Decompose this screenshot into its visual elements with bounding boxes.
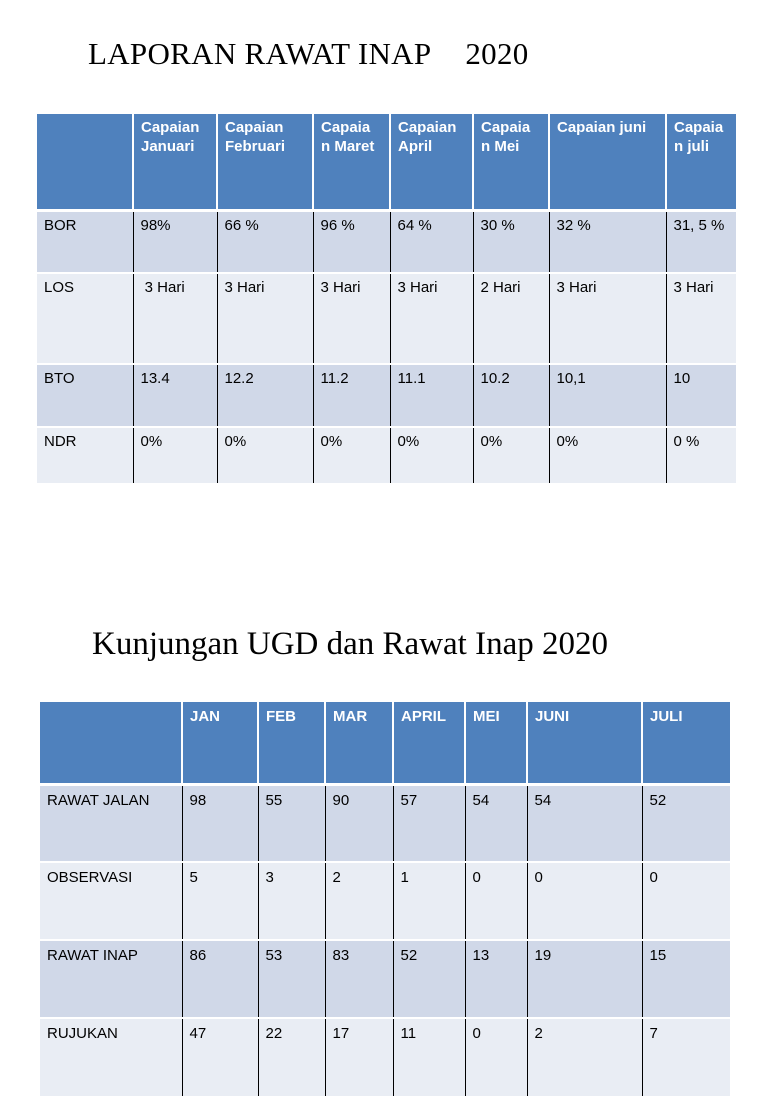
row-label: RAWAT INAP xyxy=(40,940,182,1018)
table-header-row xyxy=(37,114,736,210)
table-cell: 3 Hari xyxy=(133,273,217,364)
header-cell-juni: Capaian juni xyxy=(549,114,666,210)
header-cell-april: APRIL xyxy=(393,702,465,784)
row-label: RAWAT JALAN xyxy=(40,784,182,862)
table-cell: 0% xyxy=(473,427,549,483)
header-cell-februari: Capaian Februari xyxy=(217,114,313,210)
table-cell: 83 xyxy=(325,940,393,1018)
table-cell: 52 xyxy=(393,940,465,1018)
table-cell: 2 Hari xyxy=(473,273,549,364)
table-row xyxy=(40,784,730,862)
report-title xyxy=(88,36,529,72)
visits-title: Kunjungan UGD dan Rawat Inap 2020 xyxy=(92,626,608,662)
header-cell-mar: MAR xyxy=(325,702,393,784)
header-cell-juli: Capaia n juli xyxy=(666,114,736,210)
table-cell: 0% xyxy=(549,427,666,483)
table-row xyxy=(37,273,736,364)
table-cell: 10.2 xyxy=(473,364,549,427)
table-cell: 0 xyxy=(527,862,642,940)
table-cell: 98 xyxy=(182,784,258,862)
table-cell: 1 xyxy=(393,862,465,940)
table-cell: 0 xyxy=(642,862,730,940)
table-cell: 13.4 xyxy=(133,364,217,427)
table-cell: 7 xyxy=(642,1018,730,1096)
row-label: LOS xyxy=(37,273,133,364)
table-cell: 3 xyxy=(258,862,325,940)
table-cell: 53 xyxy=(258,940,325,1018)
header-cell-mei: Capaia n Mei xyxy=(473,114,549,210)
table-row xyxy=(40,862,730,940)
header-cell-juni: JUNI xyxy=(527,702,642,784)
table-cell: 3 Hari xyxy=(217,273,313,364)
table-cell: 22 xyxy=(258,1018,325,1096)
header-cell-jan: JAN xyxy=(182,702,258,784)
table-cell: 19 xyxy=(527,940,642,1018)
table-cell: 3 Hari xyxy=(390,273,473,364)
table-cell: 2 xyxy=(527,1018,642,1096)
table-cell: 11 xyxy=(393,1018,465,1096)
header-cell-april: Capaian April xyxy=(390,114,473,210)
table-cell: 0 xyxy=(465,862,527,940)
header-cell-maret: Capaia n Maret xyxy=(313,114,390,210)
header-cell-blank xyxy=(37,114,133,210)
row-label: NDR xyxy=(37,427,133,483)
report-title-year: 2020 xyxy=(465,36,529,71)
visits-table xyxy=(40,702,730,1096)
table-cell: 3 Hari xyxy=(666,273,736,364)
table-cell: 54 xyxy=(465,784,527,862)
table-cell: 90 xyxy=(325,784,393,862)
table-row xyxy=(37,427,736,483)
table-cell: 64 % xyxy=(390,210,473,273)
table-cell: 0% xyxy=(133,427,217,483)
table-cell: 10 xyxy=(666,364,736,427)
row-label: BTO xyxy=(37,364,133,427)
table-row xyxy=(37,364,736,427)
header-cell-mei: MEI xyxy=(465,702,527,784)
table-row xyxy=(37,210,736,273)
table-row xyxy=(40,940,730,1018)
table-cell: 11.2 xyxy=(313,364,390,427)
table-cell: 86 xyxy=(182,940,258,1018)
table-cell: 66 % xyxy=(217,210,313,273)
table-cell: 10,1 xyxy=(549,364,666,427)
table-cell: 3 Hari xyxy=(549,273,666,364)
header-cell-januari: Capaian Januari xyxy=(133,114,217,210)
table-cell: 31, 5 % xyxy=(666,210,736,273)
row-label: RUJUKAN xyxy=(40,1018,182,1096)
report-title-text: LAPORAN RAWAT INAP xyxy=(88,36,432,71)
table-cell: 13 xyxy=(465,940,527,1018)
table-cell: 11.1 xyxy=(390,364,473,427)
table-cell: 30 % xyxy=(473,210,549,273)
table-cell: 12.2 xyxy=(217,364,313,427)
table-cell: 55 xyxy=(258,784,325,862)
header-cell-juli: JULI xyxy=(642,702,730,784)
table-header-row xyxy=(40,702,730,784)
inpatient-report-table xyxy=(37,114,736,483)
row-label: OBSERVASI xyxy=(40,862,182,940)
table-row xyxy=(40,1018,730,1096)
table-cell: 17 xyxy=(325,1018,393,1096)
table-cell: 0% xyxy=(313,427,390,483)
table-cell: 3 Hari xyxy=(313,273,390,364)
table-cell: 15 xyxy=(642,940,730,1018)
table-cell: 98% xyxy=(133,210,217,273)
header-cell-feb: FEB xyxy=(258,702,325,784)
table-cell: 5 xyxy=(182,862,258,940)
table-cell: 0 xyxy=(465,1018,527,1096)
table-cell: 52 xyxy=(642,784,730,862)
header-cell-blank xyxy=(40,702,182,784)
table-cell: 0% xyxy=(217,427,313,483)
table-cell: 0 % xyxy=(666,427,736,483)
table-cell: 2 xyxy=(325,862,393,940)
table-cell: 47 xyxy=(182,1018,258,1096)
table-cell: 0% xyxy=(390,427,473,483)
table-cell: 57 xyxy=(393,784,465,862)
table-cell: 32 % xyxy=(549,210,666,273)
table-cell: 54 xyxy=(527,784,642,862)
row-label: BOR xyxy=(37,210,133,273)
table-cell: 96 % xyxy=(313,210,390,273)
